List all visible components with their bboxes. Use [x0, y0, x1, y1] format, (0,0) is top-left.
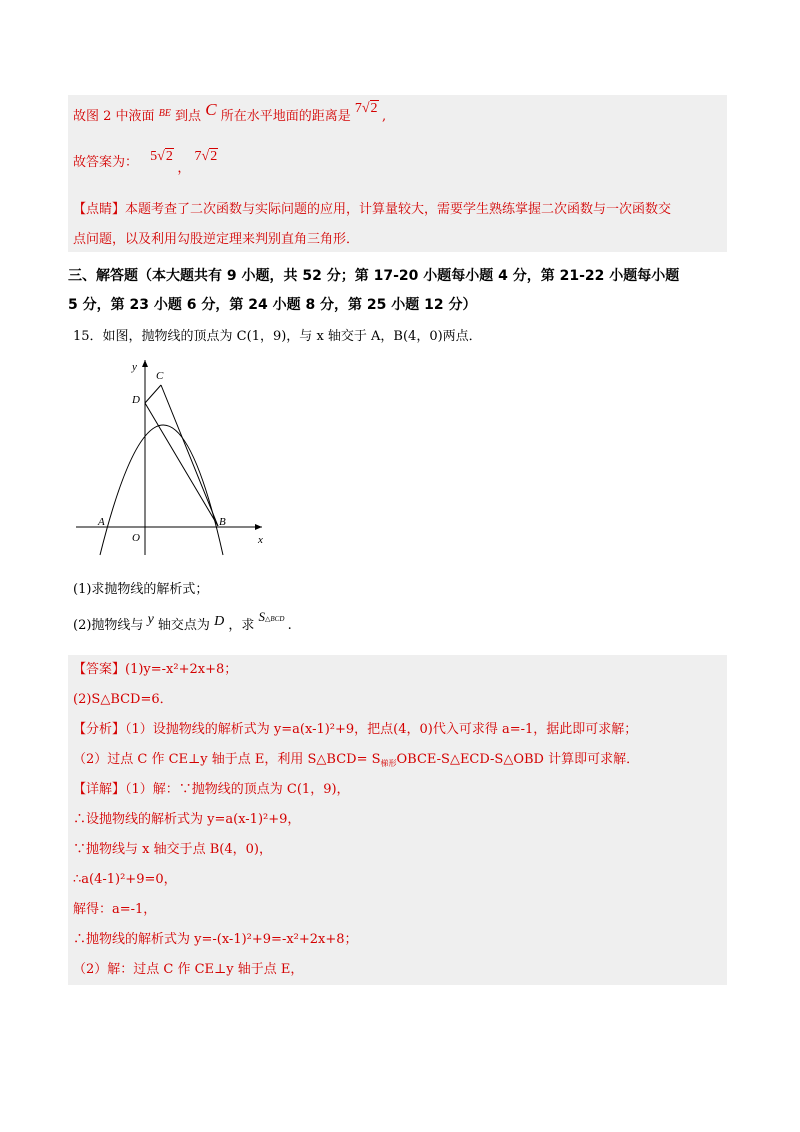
- section-heading-line-1: 三、解答题（本大题共有 9 小题，共 52 分；第 17-20 小题每小题 4 分，第 21-22 小题每小题: [68, 268, 680, 284]
- problem-stem: 15．如图，抛物线的顶点为 C(1，9)，与 x 轴交于 A，B(4，0)两点．: [73, 329, 482, 344]
- point-c-label: C: [205, 100, 217, 119]
- answer-value-1: 5√2: [150, 149, 173, 164]
- parabola-curve: [100, 425, 223, 555]
- answer-part-2: (2)S△BCD=6．: [73, 692, 173, 707]
- text-segment: 轴交点为: [157, 618, 210, 633]
- label-c: C: [156, 370, 164, 382]
- question-2: [73, 609, 292, 633]
- label-d: D: [132, 394, 140, 406]
- parabola-figure: [70, 355, 290, 565]
- coefficient: 5: [150, 149, 158, 164]
- comment-line-1: 【点睛】本题考查了二次函数与实际问题的应用，计算量较大，需要学生熟练掌握二次函数与一次函数交: [73, 202, 672, 217]
- point-d-symbol: D: [214, 614, 225, 629]
- coefficient: 7: [194, 149, 202, 164]
- punctuation: ,: [382, 109, 387, 124]
- label-b: B: [219, 516, 226, 528]
- detail-line-2: ∴设抛物线的解析式为 y=a(x-1)²+9，: [73, 812, 301, 827]
- subscript: 梯形: [380, 759, 397, 768]
- coefficient: 7: [354, 101, 362, 116]
- detail-line-4: ∴a(4-1)²+9=0，: [73, 872, 177, 887]
- text-segment: (2)抛物线与: [73, 618, 144, 633]
- answer-part-1: 【答案】(1)y=-x²+2x+8；: [73, 662, 238, 677]
- answer-value-2: 7√2: [194, 149, 218, 164]
- text-segment: 所在水平地面的距离是: [220, 109, 351, 124]
- comment-line-2: 点问题，以及利用勾股逆定理来判别直角三角形．: [73, 232, 360, 247]
- answer-line: [73, 149, 218, 176]
- distance-value: 7√2: [354, 101, 378, 116]
- segment-be-label: BE: [158, 108, 171, 119]
- radicand: 2: [165, 149, 173, 164]
- question-1: (1)求抛物线的解析式；: [73, 582, 209, 597]
- y-axis-symbol: y: [147, 612, 154, 627]
- label-a: A: [98, 516, 105, 528]
- punctuation: ，: [177, 161, 191, 176]
- text-segment: OBCE-S△ECD-S△OBD 计算即可求解．: [396, 752, 640, 767]
- text-segment: （2）过点 C 作 CE⊥y 轴于点 E，利用 S△BCD= S: [73, 752, 381, 767]
- detail-line-6: ∴抛物线的解析式为 y=-(x-1)²+9=-x²+2x+8；: [73, 932, 358, 947]
- label-y: y: [132, 361, 137, 373]
- punctuation: .: [287, 618, 292, 633]
- detail-line-1: 【详解】（1）解：∵抛物线的顶点为 C(1，9)，: [73, 782, 350, 797]
- radicand: 2: [210, 149, 218, 164]
- label-x: x: [258, 534, 263, 546]
- distance-statement: [73, 100, 387, 124]
- y-axis-arrow-icon: [142, 360, 148, 367]
- text-segment: ，求: [228, 618, 255, 633]
- area-s: S: [258, 609, 265, 624]
- label-o: O: [132, 532, 140, 544]
- area-subscript: △BCD: [265, 615, 285, 623]
- segment-db: [145, 403, 218, 526]
- detail-line-7: （2）解：过点 C 作 CE⊥y 轴于点 E，: [73, 962, 304, 977]
- segment-cb: [161, 385, 218, 526]
- analysis-line-2: [73, 753, 639, 766]
- radicand: 2: [370, 101, 378, 116]
- section-heading-line-2: 5 分，第 23 小题 6 分，第 24 小题 8 分，第 25 小题 12 分）: [68, 297, 477, 313]
- x-axis-arrow-icon: [255, 524, 262, 530]
- segment-cd: [145, 385, 161, 403]
- area-symbol: [259, 609, 288, 624]
- text-segment: 故图 2 中液面: [73, 109, 155, 124]
- analysis-line-1: 【分析】（1）设抛物线的解析式为 y=a(x-1)²+9，把点(4，0)代入可求得 a=-1，据此即可求解；: [73, 722, 638, 737]
- text-segment: 故答案为：: [73, 155, 139, 170]
- text-segment: 到点: [175, 109, 202, 124]
- detail-line-3: ∵抛物线与 x 轴交于点 B(4，0)，: [73, 842, 272, 857]
- detail-line-5: 解得：a=-1，: [73, 902, 157, 917]
